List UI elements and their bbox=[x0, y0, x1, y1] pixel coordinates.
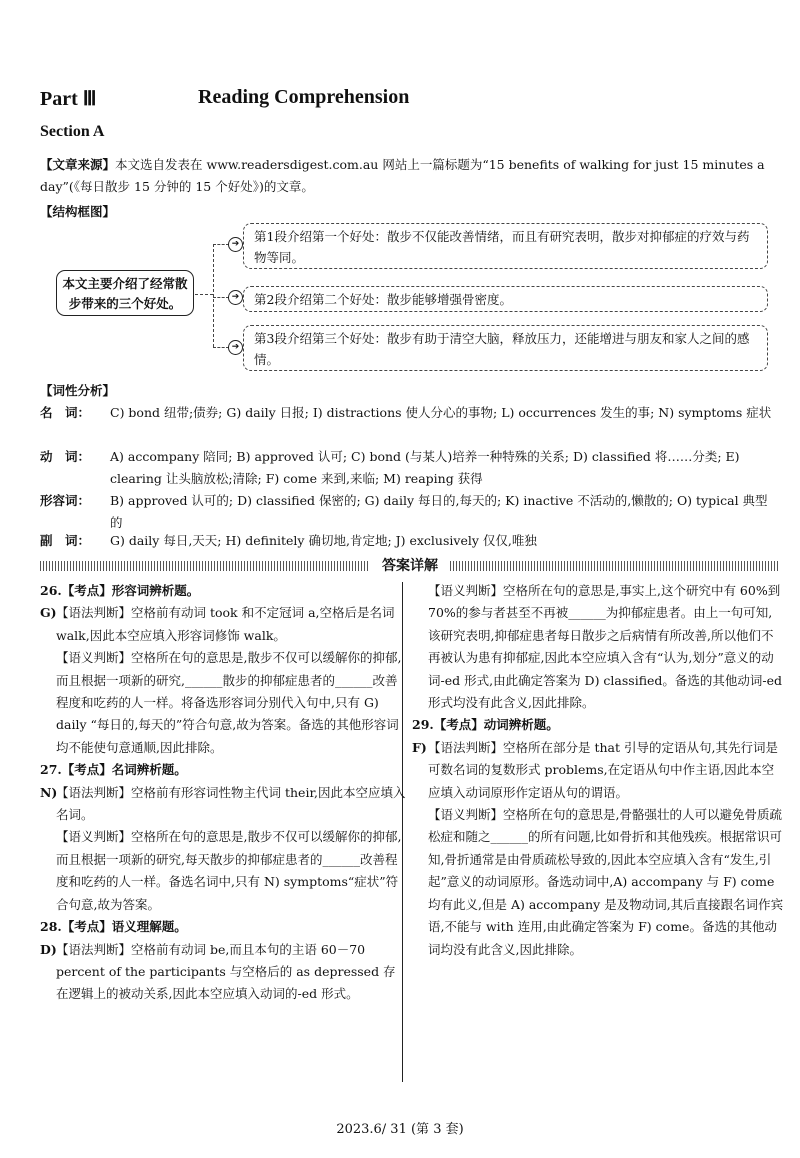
connector-line bbox=[213, 347, 229, 348]
pos-text: B) approved 认可的; D) classified 保密的; G) daily 每日的,每天的; K) inactive 不活动的,懒散的; O) typical 典型的 bbox=[110, 493, 768, 530]
arrow-circle-icon: ➔ bbox=[228, 237, 243, 252]
explanation-text: 【语法判断】空格前有动词 be,而且本句的主语 60－70 percent of the participants 与空格后的 as depressed 存在逻辑上的被动关系,因此本空应填入动词的-ed 形式。 bbox=[56, 941, 396, 1002]
arrow-circle-icon: ➔ bbox=[228, 340, 243, 355]
word-analysis-label: 【词性分析】 bbox=[40, 383, 116, 398]
pos-label: 副 词： bbox=[40, 533, 91, 548]
structure-main-box: 本文主要介绍了经常散步带来的三个好处。 bbox=[56, 270, 194, 316]
answer-letter: G) bbox=[40, 605, 57, 621]
answer-letter: D) bbox=[40, 941, 57, 957]
pos-text: G) daily 每日,天天; H) definitely 确切地,肯定地; J) exclusively 仅仅,唯独 bbox=[110, 533, 537, 548]
structure-branch-2: 第2段介绍第二个好处：散步能够增强骨密度。 bbox=[243, 286, 768, 312]
answer-explanation bbox=[40, 939, 406, 1006]
part-title: Reading Comprehension bbox=[198, 86, 410, 108]
word-analysis-row bbox=[40, 402, 780, 424]
question-heading: 29.【考点】动词辨析题。 bbox=[412, 717, 559, 733]
pos-text: C) bond 纽带;债券; G) daily 日报; I) distractions 使人分心的事物; L) occurrences 发生的事; N) symptoms 症状 bbox=[110, 405, 772, 420]
structure-label: 【结构框图】 bbox=[40, 204, 116, 219]
pos-label: 动 词： bbox=[40, 449, 91, 464]
connector-line bbox=[213, 244, 229, 245]
pos-label: 形容词： bbox=[40, 493, 91, 508]
answer-explanation bbox=[40, 602, 406, 647]
source-text: 本文选自发表在 www.readersdigest.com.au 网站上一篇标题为“15 benefits of walking for just 15 minutes a day”(《每日散步 15 分钟的 15 个好处》)的文章。 bbox=[40, 157, 765, 194]
explanation-paragraph: 【语义判断】空格所在句的意思是,骨骼强壮的人可以避免骨质疏松症和随之______的所有问题,比如骨折和其他残疾。根据常识可知,骨折通常是由骨质疏松导致的,因此本空应填入含有“发生,引起”意义的动词原形。备选动词中,A) accompany 与 F) come 均有此义,但是 A) accompany 是及物动词,其后直接跟名词作宾语,不能与 with 连用,由此确定答案为 F) come。备选的其他动词均没有此含义,因此排除。 bbox=[428, 807, 784, 957]
explanation-paragraph: 【语义判断】空格所在句的意思是,散步不仅可以缓解你的抑郁,而且根据一项新的研究,每天散步的抑郁症患者的______改善程度和吃药的人一样。备选名词中,只有 N) symptoms“症状”符合句意,故为答案。 bbox=[56, 829, 402, 912]
word-analysis-row bbox=[40, 530, 780, 552]
answer-banner bbox=[40, 558, 780, 574]
answer-explanation bbox=[40, 782, 406, 827]
answers-left-column bbox=[40, 580, 406, 1006]
connector-line bbox=[195, 294, 213, 295]
explanation-paragraph: 【语义判断】空格所在句的意思是,事实上,这个研究中有 60%到 70%的参与者甚至不再被______为抑郁症患者。由上一句可知,该研究表明,抑郁症患者每日散步之后病情有所改善,所以他们不再被认为患有抑郁症,因此本空应填入含有“认为,划分”意义的动词-ed 形式,由此确定答案为 D) classified。备选的其他动词-ed 形式均没有此含义,因此排除。 bbox=[428, 583, 783, 711]
answers-right-column bbox=[412, 580, 784, 961]
part-heading bbox=[40, 86, 410, 111]
source-label: 【文章来源】 bbox=[40, 157, 116, 172]
banner-title: 答案详解 bbox=[375, 555, 445, 575]
question-heading: 26.【考点】形容词辨析题。 bbox=[40, 583, 200, 598]
part-number: Part Ⅲ bbox=[40, 88, 97, 110]
answer-explanation bbox=[412, 737, 784, 804]
pos-label: 名 词： bbox=[40, 405, 91, 420]
section-heading: Section A bbox=[40, 123, 105, 140]
structure-branch-1: 第1段介绍第一个好处：散步不仅能改善情绪，而且有研究表明，散步对抑郁症的疗效与药物等同。 bbox=[243, 223, 768, 269]
question-heading: 28.【考点】语义理解题。 bbox=[40, 919, 187, 935]
word-analysis-row bbox=[40, 446, 780, 490]
structure-branch-3: 第3段介绍第三个好处：散步有助于清空大脑，释放压力，还能增进与朋友和家人之间的感情。 bbox=[243, 325, 768, 371]
question-heading: 27.【考点】名词辨析题。 bbox=[40, 762, 187, 778]
arrow-circle-icon: ➔ bbox=[228, 290, 243, 305]
banner-hatch bbox=[40, 561, 370, 571]
explanation-text: 【语法判断】空格前有动词 took 和不定冠词 a,空格后是名词 walk,因此本空应填入形容词修饰 walk。 bbox=[56, 605, 395, 643]
word-analysis-row bbox=[40, 490, 780, 534]
answer-letter: F) bbox=[412, 739, 427, 755]
explanation-text: 【语法判断】空格所在部分是 that 引导的定语从句,其先行词是可数名词的复数形式 problems,在定语从句中作主语,因此本空应填入动词原形作定语从句的谓语。 bbox=[428, 739, 778, 800]
explanation-paragraph: 【语义判断】空格所在句的意思是,散步不仅可以缓解你的抑郁,而且根据一项新的研究,______散步的抑郁症患者的______改善程度和吃药的人一样。将备选形容词分别代入句中,只有 G) daily “每日的,每天的”符合句意,故为答案。备选的其他形容词均不能使句意通顺,因此排除。 bbox=[56, 650, 402, 755]
connector-line bbox=[213, 244, 214, 347]
page-footer: 2023.6/ 31 (第 3 套) bbox=[336, 1122, 464, 1137]
article-source bbox=[40, 154, 770, 198]
answer-letter: N) bbox=[40, 784, 58, 800]
explanation-text: 【语法判断】空格前有形容词性物主代词 their,因此本空应填入名词。 bbox=[56, 784, 406, 823]
banner-hatch bbox=[450, 561, 780, 571]
pos-text: A) accompany 陪同; B) approved 认可; C) bond (与某人)培养一种特殊的关系; D) classified 将……分类; E) clearing 让头脑放松;清除; F) come 来到,来临; M) reaping 获得 bbox=[110, 449, 740, 486]
connector-line bbox=[213, 297, 229, 298]
